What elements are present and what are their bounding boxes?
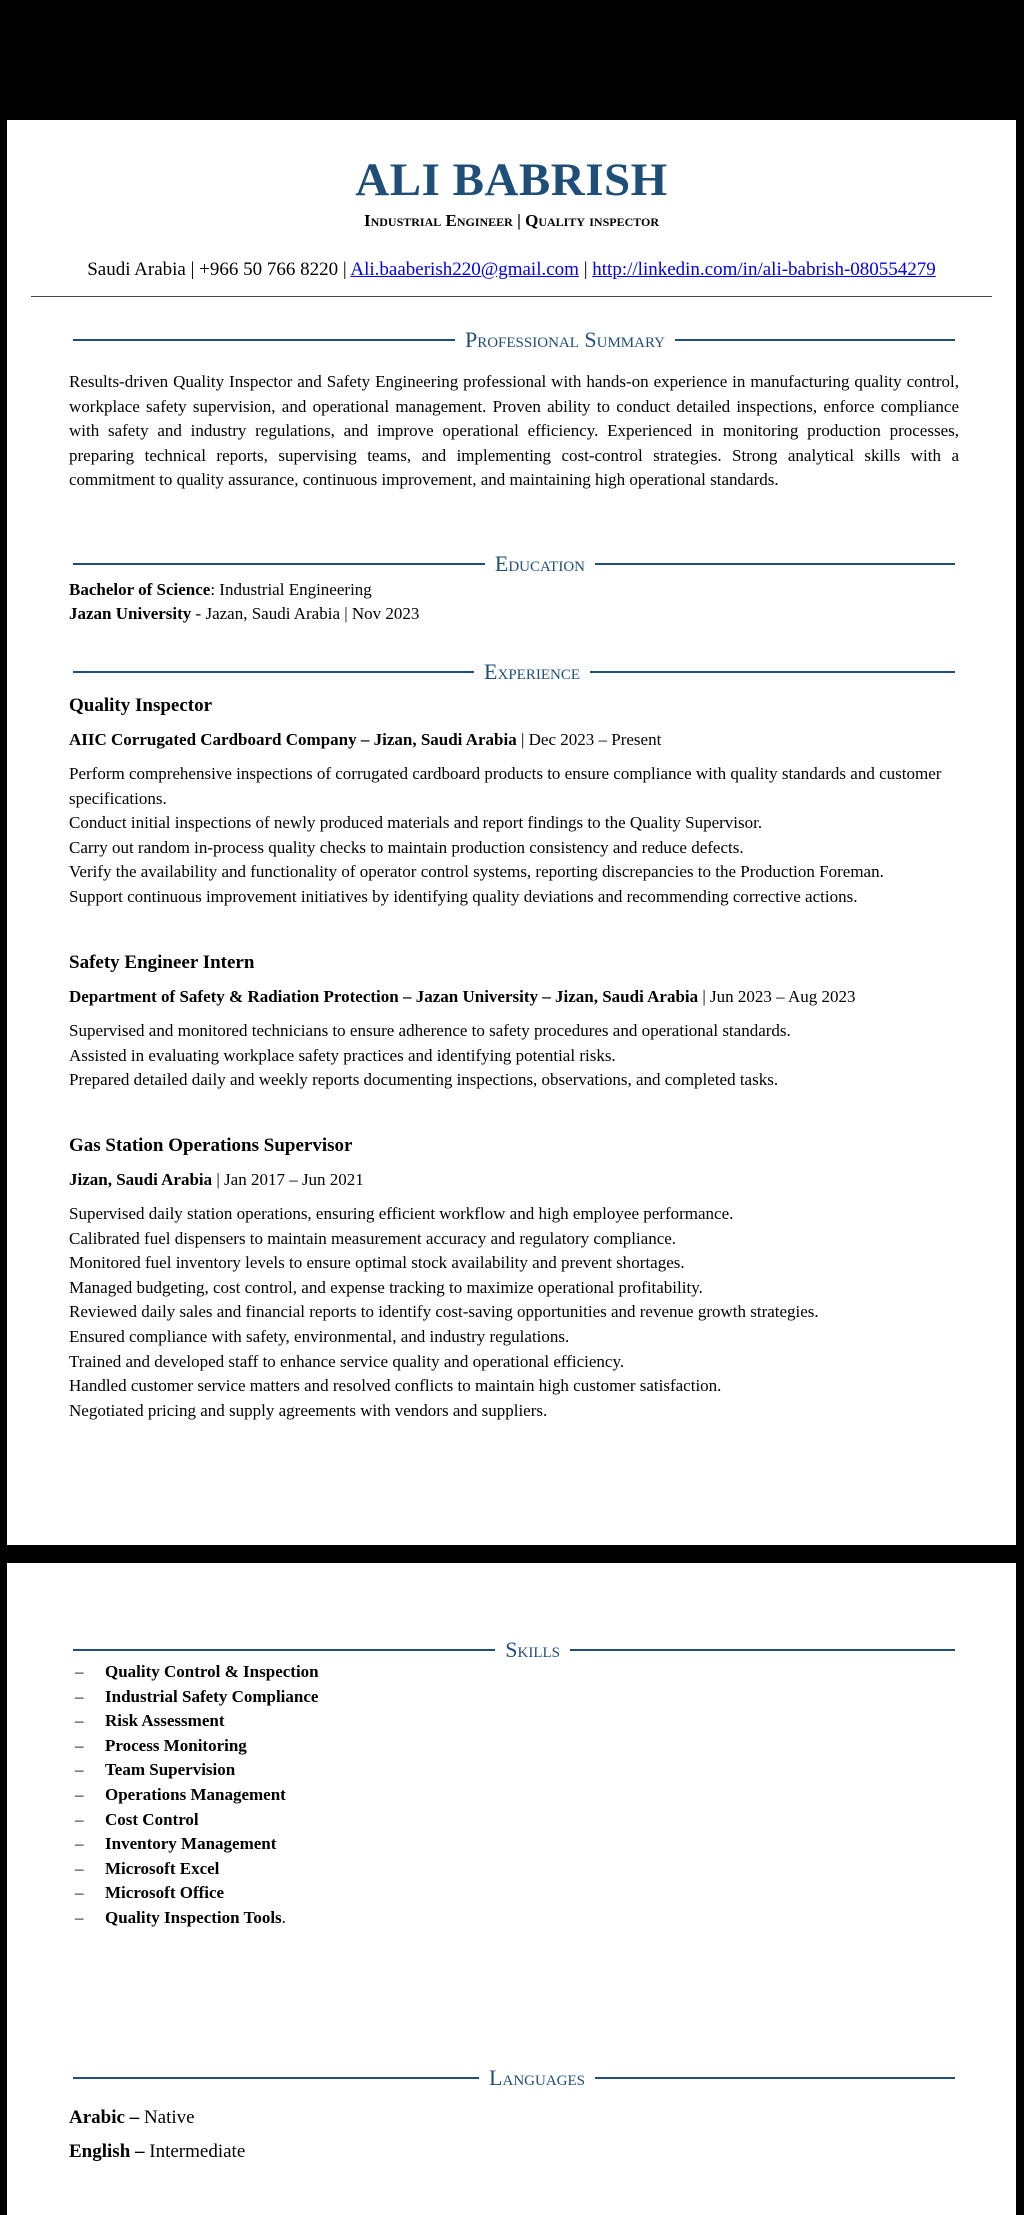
education-heading: Education: [494, 551, 585, 576]
job-title: Gas Station Operations Supervisor: [69, 1135, 353, 1156]
skill-label: Cost Control: [105, 1809, 199, 1829]
job-bullet: Trained and developed staff to enhance service quality and operational efficiency.: [69, 1351, 625, 1371]
education-block: [69, 578, 959, 626]
summary-text: Results-driven Quality Inspector and Safety Engineering professional with hands-on experience in manufacturing quality control, workplace safety supervision, and operational management. Proven ability to conduct detailed inspections, enforce compliance with safety and industry regulations, and improve operational efficiency. Experienced in monitoring production processes, preparing technical reports, supervising teams, and implementing cost-control strategies. Strong analytical skills with a commitment to quality assurance, continuous improvement, and maintaining high operational standards.: [69, 372, 959, 490]
skill-label: Inventory Management: [105, 1834, 277, 1854]
skill-item: [69, 1881, 959, 1906]
skill-bullet: –: [75, 1662, 84, 1681]
job-entry: [69, 953, 959, 1093]
contact-separator: |: [578, 259, 593, 280]
skill-label: Industrial Safety Compliance: [105, 1686, 319, 1706]
job-title: Quality Inspector: [69, 695, 213, 716]
candidate-subtitle: Industrial Engineer | Quality inspector: [363, 211, 660, 230]
language-item: [69, 2101, 959, 2135]
skill-bullet: –: [75, 1907, 84, 1927]
skill-label: Process Monitoring: [105, 1735, 247, 1755]
skill-bullet: –: [75, 1711, 84, 1731]
skill-item: [69, 1906, 959, 1931]
skill-item: [69, 1685, 959, 1710]
skill-label: Quality Inspection Tools: [105, 1907, 282, 1927]
job-bullet: Support continuous improvement initiatives by identifying quality deviations and recommending corrective actions.: [69, 886, 858, 906]
linkedin-link[interactable]: http://linkedin.com/in/ali-babrish-080554279: [592, 259, 936, 280]
language-item: [69, 2135, 959, 2169]
skill-label: Microsoft Office: [105, 1883, 225, 1903]
skill-bullet: –: [75, 1809, 84, 1829]
job-title: Safety Engineer Intern: [69, 952, 255, 973]
job-org: Jizan, Saudi Arabia: [69, 1170, 213, 1189]
resume-page-2: [7, 1563, 1016, 2215]
job-dates: | Jan 2017 – Jun 2021: [212, 1170, 364, 1189]
job-entry: [69, 696, 959, 910]
skill-item: [69, 1808, 959, 1833]
language-name: English –: [69, 2141, 145, 2162]
contact-line: [7, 260, 1016, 279]
summary-heading: Professional Summary: [464, 327, 665, 352]
header-divider: [31, 296, 992, 297]
language-name: Arabic –: [69, 2107, 140, 2128]
job-entry: [69, 1136, 959, 1423]
education-location-date: - Jazan, Saudi Arabia | Nov 2023: [191, 604, 420, 623]
experience-heading: Experience: [484, 659, 580, 684]
job-bullet: Carry out random in-process quality checks to maintain production consistency and reduce defects.: [69, 837, 744, 857]
skill-bullet: –: [75, 1883, 84, 1903]
skill-item: [69, 1709, 959, 1734]
skill-bullet: –: [75, 1834, 84, 1854]
job-bullets: [69, 1202, 959, 1423]
job-bullet: Monitored fuel inventory levels to ensure optimal stock availability and prevent shortages.: [69, 1253, 685, 1273]
section-heading-summary: [73, 325, 955, 355]
skill-label: Microsoft Excel: [105, 1858, 220, 1878]
skill-bullet: –: [75, 1686, 84, 1706]
job-bullet: Handled customer service matters and resolved conflicts to maintain high customer satisfaction.: [69, 1376, 722, 1396]
job-bullet: Supervised daily station operations, ensuring efficient workflow and high employee performance.: [69, 1204, 734, 1223]
language-level: Native: [139, 2107, 195, 2128]
skill-bullet: –: [75, 1735, 84, 1755]
education-degree: Bachelor of Science: [69, 580, 211, 599]
skill-label: Quality Control & Inspection: [105, 1662, 319, 1681]
languages-heading: Languages: [489, 2065, 585, 2090]
skill-item: [69, 1857, 959, 1882]
skills-heading: Skills: [505, 1637, 560, 1662]
job-bullet: Verify the availability and functionality of operator control systems, reporting discrepancies to the Production Foreman.: [69, 862, 884, 882]
job-bullet: Managed budgeting, cost control, and expense tracking to maximize operational profitability.: [69, 1277, 703, 1297]
skill-bullet: –: [75, 1760, 84, 1780]
skill-item: [69, 1832, 959, 1857]
section-heading-languages: [73, 2063, 955, 2093]
job-dates: | Dec 2023 – Present: [516, 730, 662, 749]
skill-label: Operations Management: [105, 1784, 286, 1804]
skill-label: Risk Assessment: [105, 1711, 225, 1731]
job-org: AIIC Corrugated Cardboard Company – Jizan, Saudi Arabia: [69, 730, 517, 749]
skill-bullet: –: [75, 1858, 84, 1878]
contact-location-phone: Saudi Arabia | +966 50 766 8220 |: [87, 259, 351, 280]
skill-item: [69, 1783, 959, 1808]
job-bullet: Ensured compliance with safety, environmental, and industry regulations.: [69, 1326, 570, 1346]
skill-item: [69, 1758, 959, 1783]
candidate-name: ALI BABRISH: [355, 154, 668, 206]
skill-suffix: .: [281, 1907, 286, 1927]
email-link[interactable]: Ali.baaberish220@gmail.com: [350, 259, 579, 280]
education-school: Jazan University: [69, 604, 192, 623]
job-bullet: Perform comprehensive inspections of corrugated cardboard products to ensure compliance with quality standards and customer specifications.: [69, 764, 942, 808]
skill-bullet: –: [75, 1784, 84, 1804]
section-heading-experience: [73, 657, 955, 687]
education-field: : Industrial Engineering: [210, 580, 372, 599]
job-bullet: Assisted in evaluating workplace safety practices and identifying potential risks.: [69, 1045, 616, 1065]
job-bullet: Conduct initial inspections of newly produced materials and report findings to the Quality Supervisor.: [69, 813, 763, 833]
resume-page-1: [7, 120, 1016, 1545]
job-org: Department of Safety & Radiation Protection – Jazan University – Jizan, Saudi Arabia: [69, 987, 699, 1006]
job-bullet: Calibrated fuel dispensers to maintain measurement accuracy and regulatory compliance.: [69, 1228, 677, 1248]
language-level: Intermediate: [144, 2141, 246, 2162]
job-bullet: Reviewed daily sales and financial reports to identify cost-saving opportunities and revenue growth strategies.: [69, 1302, 819, 1322]
languages-list: [69, 2101, 959, 2169]
skill-label: Team Supervision: [105, 1760, 236, 1780]
section-heading-education: [73, 549, 955, 579]
skill-item: [69, 1660, 959, 1685]
job-bullet: Supervised and monitored technicians to ensure adherence to safety procedures and operational standards.: [69, 1021, 791, 1040]
job-dates: | Jun 2023 – Aug 2023: [698, 987, 856, 1006]
skill-item: [69, 1734, 959, 1759]
job-bullet: Negotiated pricing and supply agreements with vendors and suppliers.: [69, 1400, 548, 1420]
job-bullets: [69, 762, 959, 910]
job-bullet: Prepared detailed daily and weekly reports documenting inspections, observations, and completed tasks.: [69, 1070, 779, 1090]
job-bullets: [69, 1019, 959, 1093]
skills-list: [69, 1660, 959, 1931]
